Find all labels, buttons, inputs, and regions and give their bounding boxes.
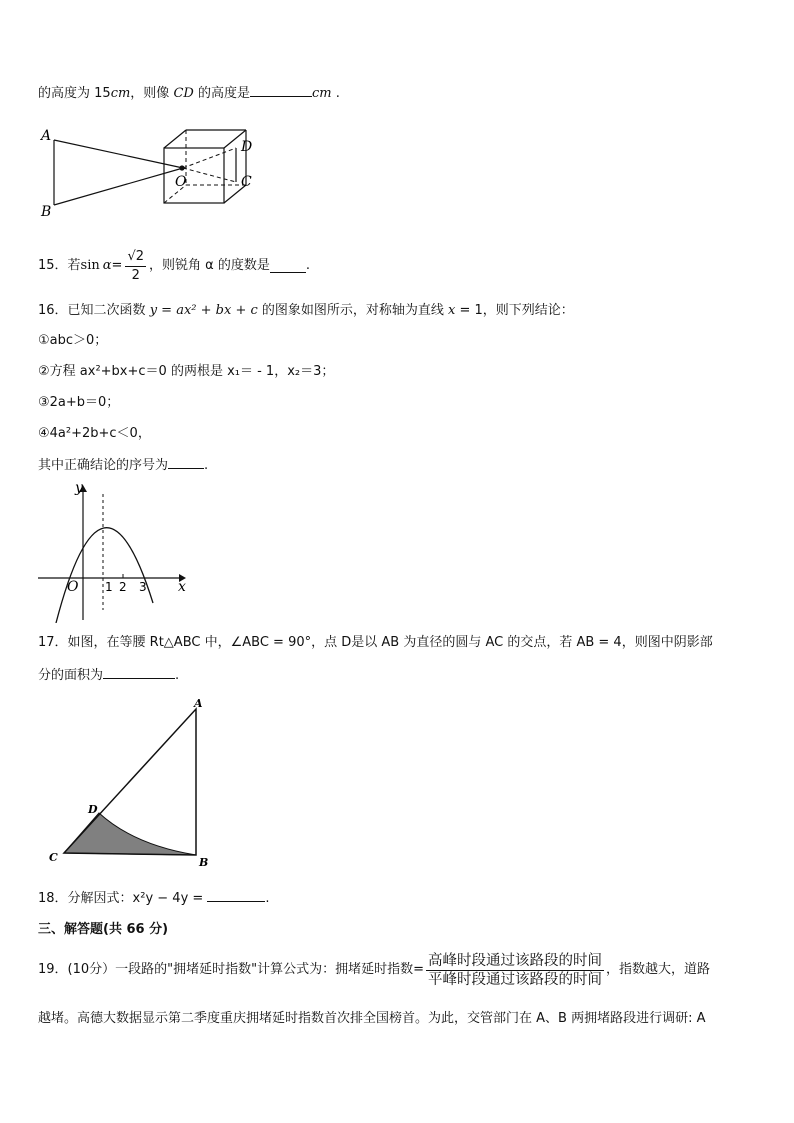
q16-item-3: ③2a+b＝0； (38, 395, 120, 410)
q14-prefix: 的高度为 15 (38, 86, 111, 101)
q15-end: . (305, 258, 310, 273)
q16-stem-a: 16．已知二次函数 (38, 303, 150, 318)
q16-stem-d: = 1，则下列结论： (455, 303, 574, 318)
q19-frac-num: 高峰时段通过该路段的时间 (428, 952, 603, 969)
q14-unit1: cm (110, 86, 131, 101)
q15-frac-den: 2 (131, 267, 140, 283)
q18-text: 18．分解因式：x²y − 4y = (38, 891, 208, 906)
fig17-triangle-diagram (44, 695, 224, 875)
q19-frac-den: 平峰时段通过该路段的时间 (428, 971, 603, 988)
q14-suffix: 的高度是 (193, 86, 250, 101)
q16-ask-end: . (204, 458, 209, 473)
fig17-label-b: B (199, 856, 209, 869)
fig14-point-o (179, 165, 184, 170)
q17-line-2 (38, 666, 179, 685)
fig17-label-a: A (194, 697, 203, 710)
fig14-label-a: A (41, 128, 52, 144)
q15-answer-blank[interactable] (270, 260, 306, 273)
q16-item-1: ①abc＞0； (38, 333, 108, 348)
section3-title: 三、解答题(共 66 分) (38, 922, 169, 937)
fig14-image-ray-c (183, 168, 236, 182)
q16-x: x (448, 303, 456, 318)
fig16-tick-3: 3 (139, 580, 147, 594)
q15-suffix: ，则锐角 α 的度数是 (149, 258, 270, 273)
fig17-label-d: D (88, 803, 98, 816)
q14-end: . (331, 86, 340, 101)
fig14-box-front (164, 148, 224, 203)
q15-alpha: α (102, 258, 112, 273)
q16-stem (38, 302, 574, 320)
q16-answer-blank[interactable] (168, 456, 204, 469)
fig16-parabola (56, 528, 153, 623)
fig16-label-o: O (67, 579, 79, 595)
fig14-label-c: C (241, 174, 252, 190)
fig16-tick-2: 2 (119, 580, 127, 594)
q17-ask: 分的面积为 (38, 668, 104, 683)
q14-var: CD (173, 86, 194, 101)
q17-end: . (175, 668, 180, 683)
q15-line (38, 246, 310, 286)
q14-tail-line (38, 84, 340, 103)
q19-tail: ，指数越大，道路 (606, 962, 711, 977)
q15-number: 15．若 (38, 258, 81, 273)
q15-fraction (125, 248, 146, 285)
fig14-label-d: D (241, 139, 253, 155)
q15-sin: sin (80, 258, 100, 273)
q14-answer-blank[interactable] (250, 84, 312, 97)
fig16-tick-1: 1 (105, 580, 113, 594)
fig16-label-x: x (178, 579, 186, 595)
q19-line-1 (38, 950, 710, 990)
q14-unit2: cm (311, 86, 332, 101)
q16-item-2: ②方程 ax²+bx+c＝0 的两根是 x₁＝ - 1，x₂＝3； (38, 364, 335, 379)
q16-stem-b: = ax² + bx + c (157, 303, 262, 318)
q19-intro: 19．(10分）一段路的"拥堵延时指数"计算公式为：拥堵延时指数= (38, 962, 425, 977)
q16-y: y (149, 303, 158, 318)
q19-line-2: 越堵。高德大数据显示第二季度重庆拥堵延时指数首次排全国榜首。为此，交管部门在 A、B 两拥堵路段进行调研: A (38, 1011, 706, 1026)
fig17-label-c: C (49, 851, 58, 864)
fig14-pinhole-diagram (36, 120, 266, 225)
q17-answer-blank[interactable] (103, 666, 175, 679)
fig14-label-b: B (41, 204, 52, 220)
q14-mid: ，则像 (130, 86, 174, 101)
q18-line (38, 889, 270, 908)
q17-line-1: 17．如图，在等腰 Rt△ABC 中，∠ABC = 90°，点 D是以 AB 为直径的圆与 AC 的交点，若 AB = 4，则图中阴影部 (38, 635, 713, 650)
q15-frac-num: √2 (125, 248, 146, 267)
q15-eq: = (111, 258, 123, 273)
q16-ask: 其中正确结论的序号为 (38, 458, 169, 473)
q18-end: . (265, 891, 270, 906)
fig16-parabola-graph (36, 478, 196, 623)
q16-item-4: ④4a²+2b+c＜0， (38, 426, 151, 441)
fig14-image-ray-d (183, 148, 236, 168)
q19-fraction (426, 952, 604, 989)
q16-stem-c: 的图象如图所示，对称轴为直线 (261, 303, 449, 318)
fig16-label-y: y (75, 480, 83, 496)
fig14-label-o: O (175, 174, 187, 190)
q16-question (38, 456, 208, 475)
q18-answer-blank[interactable] (207, 889, 265, 902)
fig17-shaded-region (64, 813, 196, 855)
